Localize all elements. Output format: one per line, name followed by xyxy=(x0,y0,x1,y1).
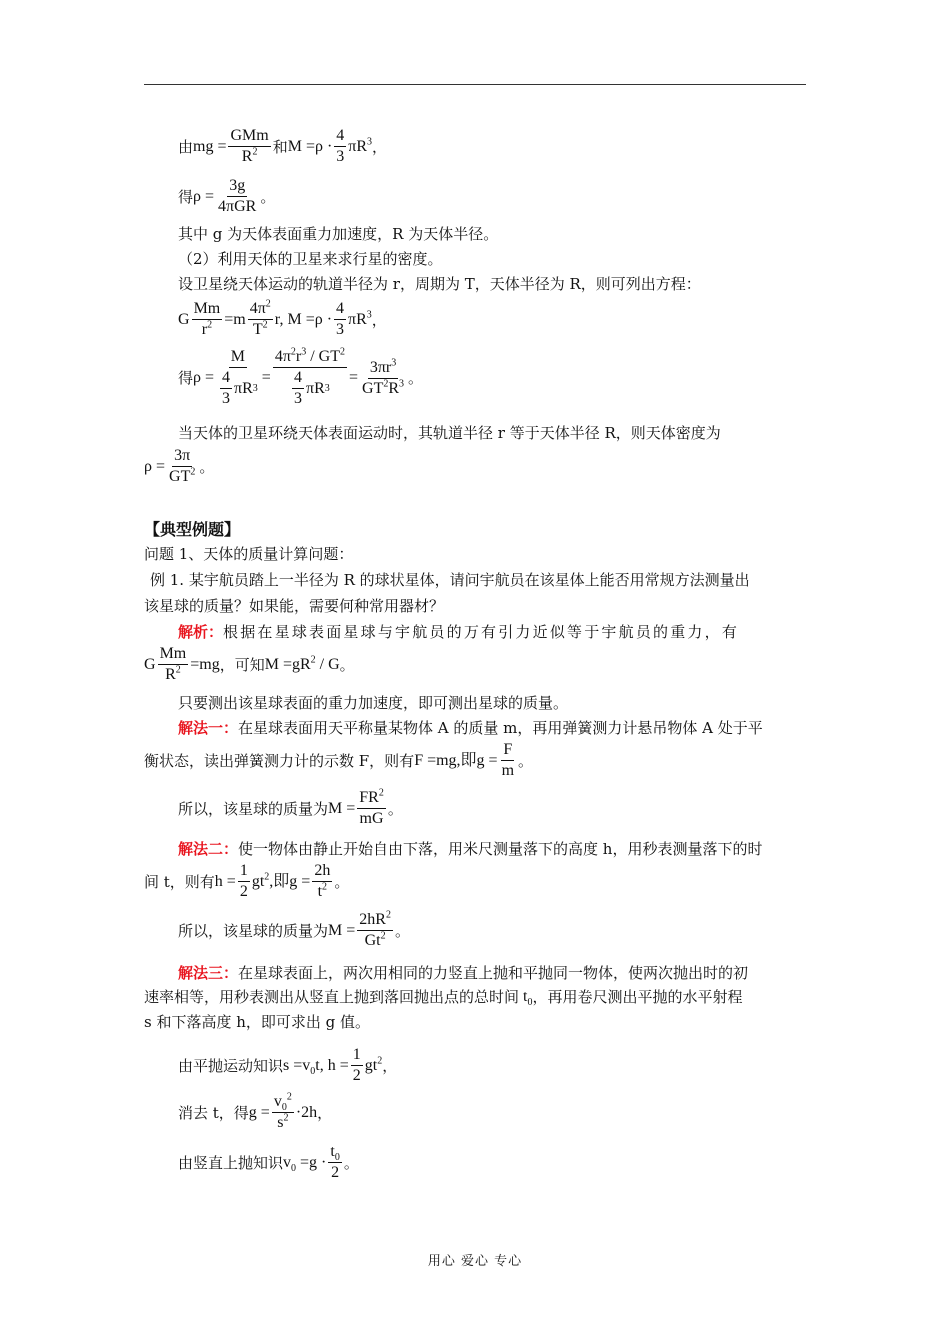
paragraph: s 和下落高度 h，即可求出 g 值。 xyxy=(144,1013,371,1031)
text: 所以，该星球的质量为 xyxy=(178,921,329,940)
fraction: $\frac{3\pi}{GT^2}$ xyxy=(169,447,196,485)
formula-line-sz xyxy=(178,1143,359,1182)
formula-line-1 xyxy=(178,127,387,166)
page-footer: 用心 爱心 专心 xyxy=(427,1254,523,1269)
text: 。 xyxy=(260,187,276,206)
math: g = xyxy=(248,1103,270,1121)
text: ， xyxy=(372,137,388,156)
text: 。 xyxy=(334,872,350,891)
paragraph: 当天体的卫星环绕天体表面运动时，其轨道半径 r 等于天体半径 R，则天体密度为 xyxy=(178,424,721,442)
fraction: $\frac{4}{3}$ xyxy=(336,127,345,165)
math: $\pi R^3$ xyxy=(348,309,372,328)
label: 解析： xyxy=(178,623,224,641)
fraction: $\frac{t_0}{2}$ xyxy=(330,1143,340,1181)
math: ·2h xyxy=(295,1103,318,1121)
text: 由平抛运动知识 xyxy=(178,1056,284,1075)
fraction: $\frac{2hR^2}{Gt^2}$ xyxy=(359,909,391,949)
paragraph-method-1 xyxy=(178,718,763,738)
paragraph: 设卫星绕天体运动的轨道半径为 r，周期为 T，天体半径为 R，则可列出方程： xyxy=(178,275,701,293)
label: 解法三： xyxy=(178,964,239,982)
text: 。 xyxy=(518,751,534,770)
formula-line-7 xyxy=(178,348,423,408)
paragraph: （2）利用天体的卫星来求行星的密度。 xyxy=(178,250,443,268)
text: 。 xyxy=(343,1153,359,1172)
math: G xyxy=(144,655,156,673)
math: $gt^2$ xyxy=(364,1055,383,1074)
text: 衡状态，读出弹簧测力计的示数 F，则有 xyxy=(144,751,415,770)
formula-line-6 xyxy=(178,300,387,339)
text: 使一物体由静止开始自由下落，用米尺测量落下的高度 h，用秒表测量落下的时 xyxy=(238,840,763,858)
fraction: $\frac{FR^2}{mG}$ xyxy=(359,787,384,827)
text: 得 xyxy=(178,187,194,206)
math: = xyxy=(349,369,359,386)
math: $gt^2$,即g = xyxy=(251,871,311,890)
formula-line-m2-mass xyxy=(178,911,410,950)
math: $v_0 =g$ · xyxy=(283,1153,327,1174)
math: = xyxy=(261,369,271,386)
fraction: $4\pi^2r^3 / GT^2$ $\frac{4}{3}$ πR 3 xyxy=(274,346,345,407)
text: 消去 t，得 xyxy=(178,1103,249,1122)
header-rule xyxy=(144,84,806,85)
math: $\pi R^3$ xyxy=(348,136,373,155)
text: ，可知 xyxy=(219,655,265,674)
fraction: $\frac{2h}{t^2}$ xyxy=(314,862,331,900)
fraction: $\frac{v_0^2}{s^2}$ xyxy=(273,1091,292,1131)
text: ， xyxy=(371,310,387,329)
paragraph-method-2 xyxy=(178,839,762,859)
formula-line-pp xyxy=(178,1046,397,1085)
formula-line-xq xyxy=(178,1093,332,1132)
text: 得 xyxy=(178,369,194,387)
paragraph: 例 1. 某宇航员踏上一半径为 R 的球状星体，请问宇航员在该星体上能否用常规方法测量出 xyxy=(150,571,750,589)
text: 。 xyxy=(387,799,403,818)
math: h = xyxy=(214,872,236,890)
math: $t_0$ xyxy=(519,988,533,1009)
fraction: M $\frac{4}{3}$ πR 3 xyxy=(222,348,258,407)
fraction: $\frac{1}{2}$ xyxy=(352,1046,361,1084)
section-title: 【典型例题】 xyxy=(144,520,241,539)
paragraph: 只要测出该星球表面的重力加速度，即可测出星球的质量。 xyxy=(178,694,569,712)
paragraph xyxy=(144,987,742,1007)
paragraph-method-3 xyxy=(178,963,748,983)
formula-line-m2 xyxy=(144,862,349,901)
math: $M =gR^2 / G$ xyxy=(264,654,340,673)
text: 由 xyxy=(178,137,194,156)
math: $s =v_0t$, h = xyxy=(283,1056,349,1077)
text: ， xyxy=(317,1103,333,1122)
math: ρ = xyxy=(193,187,215,205)
math: r, M =ρ · xyxy=(274,310,333,328)
fraction: $\frac{3\pi r^3}{GT^2R^3}$ xyxy=(362,357,405,397)
math: M =ρ · xyxy=(287,137,333,155)
fraction: $\frac{Mm}{r^2}$ xyxy=(193,300,221,338)
text: 由竖直上抛知识 xyxy=(178,1153,284,1172)
text: 在星球表面上，两次用相同的力竖直上抛和平抛同一物体，使两次抛出时的初 xyxy=(238,964,749,982)
math: =mg xyxy=(190,655,220,673)
text: ，再用卷尺测出平抛的水平射程 xyxy=(532,988,743,1006)
math: F =mg,即g = xyxy=(414,751,498,769)
fraction: $\frac{\text{GMm}}{R^2}$ xyxy=(230,127,269,165)
formula-line-m1-mass xyxy=(178,789,403,828)
fraction: $\frac{4}{3}$ xyxy=(336,300,345,338)
text: 和 xyxy=(272,137,288,156)
text: ， xyxy=(382,1056,398,1075)
text: 。 xyxy=(199,457,215,476)
formula-line-2 xyxy=(178,177,275,216)
paragraph: 该星球的质量？如果能，需要何种常用器材？ xyxy=(144,597,445,615)
fraction: $\frac{1}{2}$ xyxy=(239,862,248,900)
text: 根据在星球表面星球与宇航员的万有引力近似等于宇航员的重力，有 xyxy=(223,623,740,641)
text: 速率相等，用秒表测出从竖直上抛到落回抛出点的总时间 xyxy=(144,988,520,1006)
formula-line-m1 xyxy=(144,741,533,780)
formula-line-analysis xyxy=(144,645,355,684)
math: ρ = xyxy=(144,457,166,475)
label: 解法一： xyxy=(178,719,239,737)
math: ρ = xyxy=(193,369,215,386)
math: mg = xyxy=(193,137,227,155)
label: 解法二： xyxy=(178,840,239,858)
math: G xyxy=(178,310,190,328)
math: M = xyxy=(328,921,356,939)
text: 。 xyxy=(408,369,424,387)
fraction: $\frac{F}{m}$ xyxy=(501,741,515,779)
fraction: $\frac{4\pi^2}{T^2}$ xyxy=(249,298,271,338)
text: 间 t，则有 xyxy=(144,872,215,891)
text: 。 xyxy=(394,921,410,940)
formula-line-9 xyxy=(144,447,214,486)
math: =m xyxy=(224,310,246,328)
text: 所以，该星球的质量为 xyxy=(178,799,329,818)
paragraph: 问题 1、天体的质量计算问题： xyxy=(144,545,354,563)
text: 。 xyxy=(339,655,355,674)
fraction: $\frac{3g}{\text{4πGR}}$ xyxy=(218,177,257,215)
paragraph-analysis xyxy=(178,622,739,642)
paragraph: 其中 g 为天体表面重力加速度，R 为天体半径。 xyxy=(178,225,499,243)
text: 在星球表面用天平称量某物体 A 的质量 m，再用弹簧测力计悬吊物体 A 处于平 xyxy=(238,719,763,737)
fraction: $\frac{Mm}{R^2}$ xyxy=(159,645,187,683)
math: M = xyxy=(328,799,356,817)
